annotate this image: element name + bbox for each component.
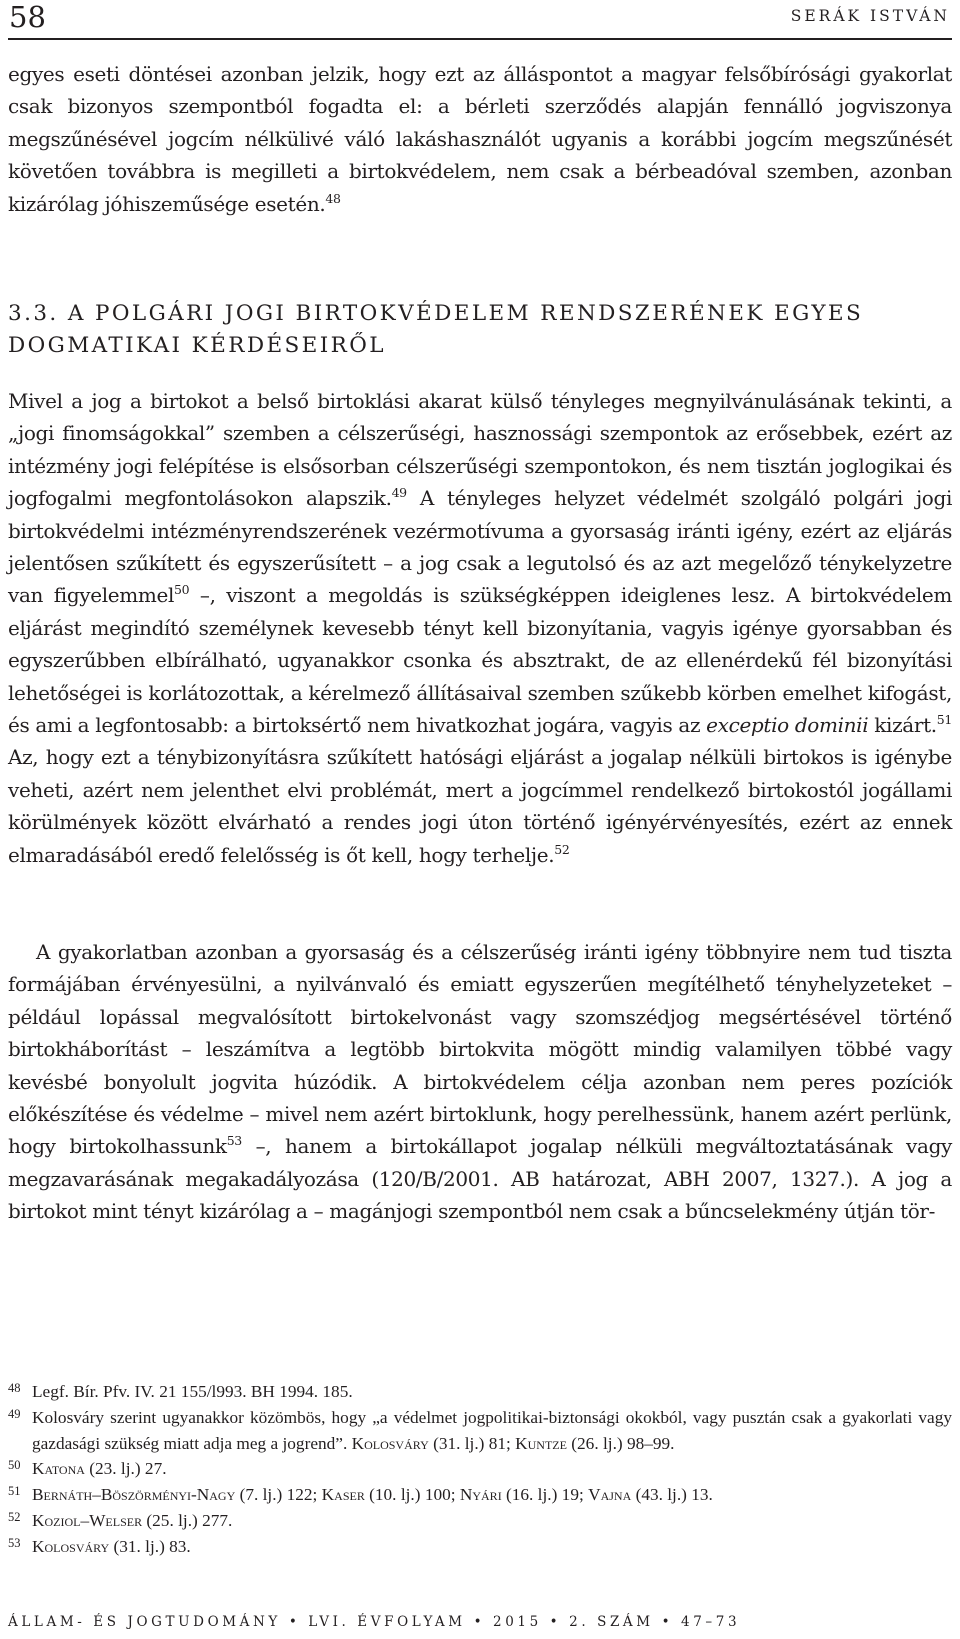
footnote-text: (16. lj.) 19; [501, 1485, 589, 1505]
footnote-ref-49[interactable]: 49 [391, 485, 407, 501]
paragraph-text: Az, hogy ezt a ténybizonyításra szűkített hatósági eljárást a jogalap nélküli birtokos is igénybe veheti, azért nem jelenthet elvi problémát, mert a jogcímmel rendelkező birtokostól jogállami körülmények között elvárható a rendes jogi úton történő igényérvényesítés, ezért az ennek elmaradásából eredő felelősség is őt kell, hogy terhelje. [8, 745, 952, 867]
footnote-number: 53 [8, 1535, 21, 1550]
footnote-48 [8, 1379, 952, 1405]
paragraph-main [8, 385, 952, 871]
footnote-52 [8, 1508, 952, 1534]
footnote-ref-48[interactable]: 48 [325, 190, 341, 206]
footnote-ref-52[interactable]: 52 [554, 841, 570, 857]
footnote-53 [8, 1534, 952, 1560]
footnote-text: (10. lj.) 100; [364, 1485, 460, 1505]
author-name: Nyári [459, 1485, 502, 1505]
footnote-ref-53[interactable]: 53 [226, 1133, 242, 1149]
footnote-text: (43. lj.) 13. [631, 1485, 713, 1505]
footnote-ref-50[interactable]: 50 [174, 582, 190, 598]
footnote-number: 48 [8, 1381, 21, 1395]
author-name: Bernáth–Böszörményi-Nagy [32, 1485, 236, 1505]
footnote-text: (7. lj.) 122; [235, 1485, 322, 1505]
footnote-number: 50 [8, 1458, 21, 1473]
author-name: Koziol–Welser [32, 1510, 143, 1530]
footnote-51 [8, 1482, 952, 1508]
footnote-number: 51 [8, 1484, 21, 1499]
footnote-text: (26. lj.) 98–99. [566, 1433, 675, 1453]
author-name: Kaser [321, 1485, 365, 1505]
footnote-number: 52 [8, 1509, 21, 1524]
latin-term: exceptio dominii [706, 713, 869, 738]
paragraph-text: –, viszont a megoldás is szükségképpen ideiglenes lesz. A birtokvédelem eljárást megindító személynek kevesebb tényt kell bizonyítania, vagyis igénye gyorsabban és egyszerűbben elbírálható, ugyanakkor csonka és absztrakt, de az ellenérdekű fél bizonyítási lehetőségei is korlátozottak, a kérelmező állításaival szemben szűkebb körben emelhet kifogást, és ami a legfontosabb: a birtoksértő nem hivatkozhat jogára, vagyis az [8, 583, 953, 738]
footnotes [8, 1379, 952, 1560]
section-heading: 3.3. A POLGÁRI JOGI BIRTOKVÉDELEM RENDSZERÉNEK EGYES DOGMATIKAI KÉRDÉSEIRŐL [8, 301, 864, 359]
footnote-number: 49 [8, 1406, 21, 1421]
paragraph-continued [8, 58, 952, 220]
footnote-text: Kolosváry szerint ugyanakkor közömbös, hogy „a védelmet jogpolitikai-biztonsági okokból, vagy pusztán csak a gyakorlati vagy gazdasági szükség miatt adja meg a jogrend”. [32, 1407, 952, 1453]
footnote-text: (25. lj.) 277. [142, 1510, 233, 1530]
paragraph-text: –, hanem a birtokállapot jogalap nélküli megváltoztatásának vagy megzavarásának megakadályozása (120/B/2001. AB határozat, ABH 2007, 1327.). A jog a birtokot mint tényt kizárólag a – magánjogi szempontból nem csak a bűncselekmény útján tör- [8, 1134, 952, 1224]
author-name: Kuntze [515, 1433, 567, 1453]
header-rule [8, 38, 952, 40]
author-name: Kolosváry [32, 1536, 110, 1556]
paragraph-second [8, 936, 952, 1228]
page-number: 58 [9, 0, 46, 34]
paragraph-text: egyes eseti döntései azonban jelzik, hogy ezt az álláspontot a magyar felsőbírósági gyakorlat csak bizonyos szempontból fogadta el: a bérleti szerződés alapján fennálló jogviszonya megszűnésével jogcím nélkülivé váló lakáshasználót ugyanis a korábbi jogcím megszűnését követően továbbra is megilleti a birtokvédelem, nem csak a bérbeadóval szemben, azonban kizárólag jóhiszeműsége esetén. [8, 62, 952, 216]
footnote-ref-51[interactable]: 51 [936, 712, 952, 728]
footnote-49 [8, 1405, 952, 1457]
author-name: Vajna [588, 1485, 632, 1505]
footnote-text: (31. lj.) 81; [428, 1433, 516, 1453]
journal-footer: ÁLLAM- ÉS JOGTUDOMÁNY • LVI. ÉVFOLYAM • 2015 • 2. SZÁM • 47–73 [8, 1614, 741, 1630]
footnote-text: (31. lj.) 83. [109, 1536, 191, 1556]
paragraph-text: Mivel a jog a birtokot a belső birtoklási akarat külső tényleges megnyilvánulásának tekinti, a „jogi finomságokkal” szemben a célszerűségi, hasznossági szempontok az erősebbek, ezért az intézmény jogi felépítése is elsősorban célszerűségi szempontokon, és nem tisztán joglogikai és jogfogalmi megfontolásokon alapszik. [8, 389, 952, 511]
running-head: SERÁK ISTVÁN [790, 7, 950, 25]
author-name: Katona [32, 1459, 85, 1479]
paragraph-text: A gyakorlatban azonban a gyorsaság és a célszerűség iránti igény többnyire nem tud tiszta formájában érvényesülni, a nyilvánvaló és emiatt egyszerűen megítélhető tényhelyzeteket – például lopással megvalósított birtokelvonást vagy szomszédjog megsértésével történő birtokháborítást – leszámítva a legtöbb birtokvita mögött mindig valamilyen többé vagy kevésbé bonyolult jogvita húzódik. A birtokvédelem célja azonban nem peres pozíciók előkészítése és védelme – mivel nem azért birtoklunk, hogy perelhessünk, hanem azért perlünk, hogy birtokolhassunk [8, 940, 952, 1159]
author-name: Kolosváry [351, 1433, 429, 1453]
footnote-text: (23. lj.) 27. [84, 1459, 167, 1479]
paragraph-text: kizárt. [868, 713, 937, 738]
footnote-50 [8, 1456, 952, 1482]
footnote-text: Legf. Bír. Pfv. IV. 21 155/l993. BH 1994. 185. [32, 1382, 353, 1401]
paragraph-text: A tényleges helyzet védelmét szolgáló polgári jogi birtokvédelmi intézményrendszerének vezérmotívuma a gyorsaság iránti igény, ezért az eljárás jelentősen szűkített és egyszerűsített – a jog csak a legutolsó és az azt megelőző ténykelyzetre van figyelemmel [8, 486, 952, 608]
